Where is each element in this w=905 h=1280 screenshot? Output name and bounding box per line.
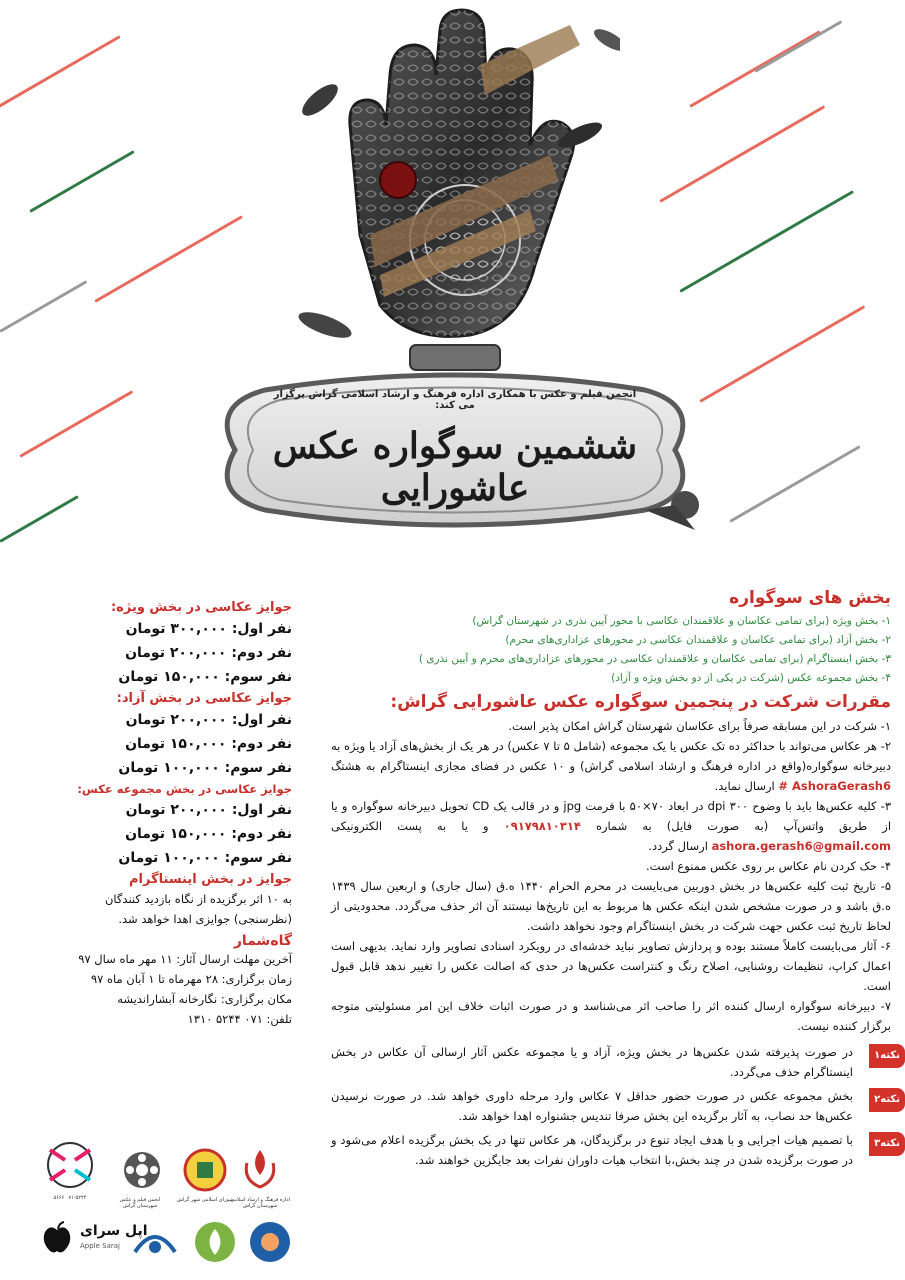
rule-2-text: ۲- هر عکاس می‌تواند با حداکثر ده تک عکس یا یک مجموعه (شامل ۵ تا ۷ عکس) در هر یک از بخش‌های آزاد یا ویژه به دبیرخانه سوگواره(واقع در اداره فرهنگ و ارشاد اسلامی گراش) و ۱۰ عکس در فضای مجازی اینستاگرام به هشتگ	[331, 739, 891, 773]
council-caption: شورای اسلامی شهر گراش	[176, 1197, 234, 1203]
leaf-logo-icon	[190, 1217, 240, 1267]
prize-instagram-title: جوایز در بخش اینستاگرام	[129, 872, 292, 887]
calendar-title: گاه‌شمار	[233, 933, 292, 949]
apple-icon	[40, 1220, 75, 1255]
note-item	[331, 1042, 900, 1082]
section-item: ۳- بخش اینستاگرام (برای تمامی عکاسان و علاقمندان عکاسی در محورهای عزاداری‌های محرم و آیین نذری )	[418, 653, 891, 665]
sponsor-logos	[30, 1135, 300, 1275]
rule-1: ۱- شرکت در این مسابقه صرفاً برای عکاسان شهرستان گراش امکان پذیر است.	[508, 719, 891, 733]
rule-3-mid: و یا به پست الکترونیکی	[331, 819, 489, 833]
decor-stripe	[679, 190, 854, 293]
email-link[interactable]: ashora.gerash6@gmail.com	[711, 839, 891, 853]
prize-row: نفر دوم: ۲۰۰,۰۰۰ تومان	[125, 645, 292, 661]
prize-row: نفر اول: ۲۰۰,۰۰۰ تومان	[125, 712, 292, 728]
note-item	[331, 1086, 900, 1126]
prize-row: نفر سوم: ۱۰۰,۰۰۰ تومان	[118, 760, 292, 776]
decor-stripe	[0, 280, 87, 333]
rule-5: ۵- تاریخ ثبت کلیه عکس‌ها در بخش دوربین می‌بایست در محرم الحرام ۱۴۴۰ ه.ق (سال جاری) و اربعین سال ۱۴۳۹ ه.ق باشد و در صورت مشخص شدن اینکه عکس ها مربوط به این تاریخ‌ها نیستند آن اثر حذف می‌گردد. محدودیتی از لحاظ تاریخ ثبت عکس جهت شرکت در بخش اینستاگرام وجود نخواهد داشت.	[331, 879, 891, 933]
decor-stripe	[94, 215, 243, 303]
prize-series-title: جوایز عکاسی در بخش مجموعه عکس:	[77, 782, 292, 796]
decor-stripe	[29, 150, 134, 213]
organization-emblem-icon	[245, 1217, 295, 1267]
note-text: بخش مجموعه عکس در صورت حضور حداقل ۷ عکاس وارد مرحله داوری خواهد شد. در صورت نرسیدن عکس‌ها حد نصاب، به آثار برگزیده این بخش صرفا تندیس جشنواره اهدا خواهد شد.	[331, 1089, 853, 1123]
section-item: ۴- بخش مجموعه عکس (شرکت در یکی از دو بخش ویژه و آزاد)	[611, 672, 891, 684]
film-reel-icon	[112, 1145, 172, 1195]
note-badge: نکته۱	[869, 1044, 905, 1068]
rules-title: مقررات شرکت در پنجمین سوگواره عکس عاشورایی گراش:	[390, 692, 891, 712]
note-badge: نکته۳	[869, 1132, 905, 1156]
film-society-caption: انجمن فیلم و عکس شهرستان گراش	[119, 1197, 161, 1209]
note-item	[331, 1130, 900, 1170]
council-emblem-icon	[180, 1145, 230, 1195]
rule-3	[331, 796, 891, 856]
sections-title: بخش های سوگواره	[729, 588, 891, 608]
apple-saraj-logo: اپل سرای	[80, 1223, 148, 1239]
prize-free-title: جوایز عکاسی در بخش آزاد:	[116, 691, 292, 706]
hand-emblem-illustration	[280, 5, 620, 375]
rule-3-text: ۳- کلیه عکس‌ها باید با وضوح ۳۰۰ dpi در ابعاد ۷۰×۵۰ با فرمت jpg و در قالب یک CD تحویل دبیرخانه سوگواره و یا از طریق واتس‌آپ (به صورت فایل) به شماره	[331, 799, 892, 833]
calendar-phone: تلفن: ۰۷۱ ۵۲۴۴ ۱۳۱۰	[187, 1012, 292, 1026]
event-title: ششمین سوگواره عکس عاشورایی	[272, 425, 638, 509]
note-text: با تصمیم هیات اجرایی و با هدف ایجاد تنوع در برگزیدگان، هر عکاس تنها در یک بخش برگزیده اعلام می‌شود و در صورت برگزیده شدن در چند بخش،با انتخاب هیات داوران نفرات بعد جایگزین خواهند شد.	[331, 1133, 853, 1167]
ershad-caption: اداره فرهنگ و ارشاد اسلامی شهرستان گراش	[230, 1197, 290, 1209]
prize-instagram-text: به ۱۰ اثر برگزیده از نگاه بازدید کنندگان (نظرسنجی) جوایزی اهدا خواهد شد.	[104, 892, 292, 926]
rule-6: ۶- آثار می‌بایست کاملاً مستند بوده و پردازش تصاویر نباید خدشه‌ای در رویکرد اسنادی تصاویر وارد نماید. بدیهی است اعمال کراپ، تنظیمات روشنایی، اصلاح رنگ و کنتراست عکس‌ها در حدی که اصالت عکس را تغییر ندهد قابل قبول است.	[331, 939, 891, 993]
prize-row: نفر اول: ۳۰۰,۰۰۰ تومان	[125, 621, 292, 637]
decor-stripe	[729, 445, 860, 523]
section-item: ۲- بخش آزاد (برای تمامی عکاسان و علاقمندان عکاسی در محورهای عزاداری‌های محرم)	[505, 634, 891, 646]
whatsapp-number[interactable]: ۰۹۱۷۹۸۱۰۳۱۴	[503, 819, 581, 833]
calendar-dates: زمان برگزاری: ۲۸ مهرماه تا ۱ آبان ماه ۹۷	[90, 972, 292, 986]
prize-row: نفر اول: ۲۰۰,۰۰۰ تومان	[125, 802, 292, 818]
apple-saraj-caption: Apple Saraj	[80, 1242, 120, 1250]
prize-row: نفر سوم: ۱۰۰,۰۰۰ تومان	[118, 850, 292, 866]
prize-row: نفر سوم: ۱۵۰,۰۰۰ تومان	[118, 669, 292, 685]
paria-caption: ۰۷۱-۵۲۴۴ ۵۶۶۶	[53, 1195, 87, 1201]
decor-stripe	[699, 305, 865, 403]
hashtag[interactable]: AshoraGerash6 #	[778, 779, 891, 793]
rule-4: ۴- حک کردن نام عکاس بر روی عکس ممنوع است.	[646, 859, 891, 873]
prize-row: نفر دوم: ۱۵۰,۰۰۰ تومان	[125, 736, 292, 752]
note-badge: نکته۲	[869, 1088, 905, 1112]
section-item: ۱- بخش ویژه (برای تمامی عکاسان و علاقمندان عکاسی با محور آیین نذری در شهرستان گراش)	[472, 615, 891, 627]
rule-7: ۷- دبیرخانه سوگواره ارسال کننده اثر را صاحب اثر می‌شناسد و در صورت اثبات خلاف این امر مسئولیتی متوجه برگزار کننده نیست.	[331, 999, 891, 1033]
calendar-venue: مکان برگزاری: نگارخانه آبشاراندیشه	[117, 992, 292, 1006]
organizer-line: انجمن فیلم و عکس با همکاری اداره فرهنگ و ارشاد اسلامی گراش برگزار می کند:	[273, 389, 637, 411]
note-text: در صورت پذیرفته شدن عکس‌ها در بخش ویژه، آزاد و یا مجموعه عکس آثار ارسالی آن عکاس در بخش اینستاگرام حذف می‌گردد.	[331, 1045, 853, 1079]
paria-logo-icon	[45, 1140, 95, 1190]
decor-stripe	[19, 390, 133, 458]
prizes-column	[62, 598, 292, 1029]
decor-stripe	[659, 105, 825, 203]
decor-stripe	[0, 495, 79, 543]
decor-stripe	[0, 35, 121, 113]
prize-special-title: جوایز عکاسی در بخش ویژه:	[110, 600, 292, 615]
prize-row: نفر دوم: ۱۵۰,۰۰۰ تومان	[125, 826, 292, 842]
rule-2-end: ارسال نماید.	[714, 779, 775, 793]
rules-column	[331, 588, 900, 1174]
rule-3-end: ارسال گردد.	[648, 839, 708, 853]
notes-list	[331, 1042, 900, 1170]
calendar-deadline: آخرین مهلت ارسال آثار: ۱۱ مهر ماه سال ۹۷	[78, 952, 292, 966]
decor-stripe	[754, 20, 842, 73]
rule-2	[331, 736, 891, 796]
ershad-emblem-icon	[235, 1145, 285, 1195]
